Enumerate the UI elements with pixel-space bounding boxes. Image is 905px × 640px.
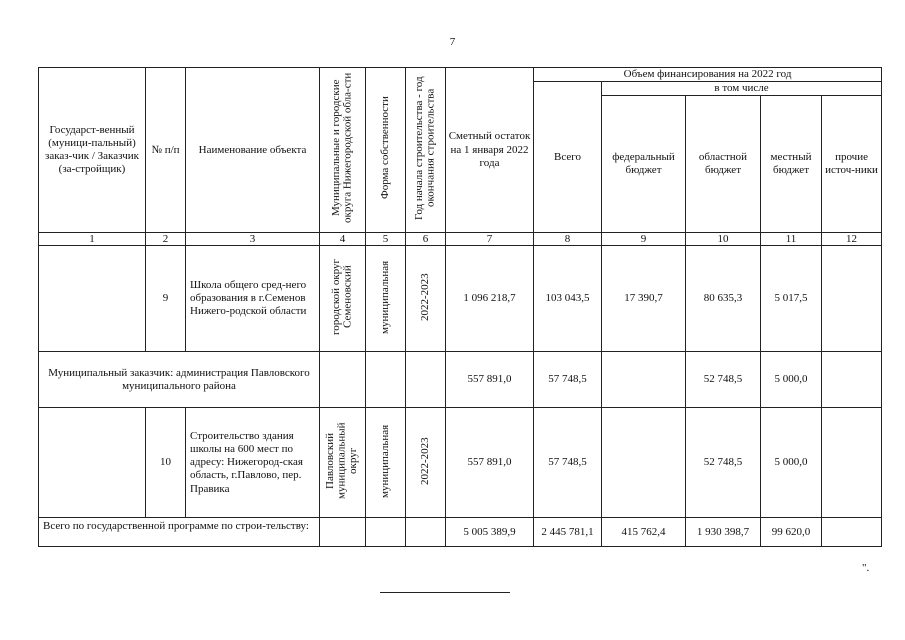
col-number: 8: [534, 233, 602, 246]
header-object-name: Наименование объекта: [186, 68, 320, 233]
total-federal: 415 762,4: [602, 518, 686, 547]
col-number: 9: [602, 233, 686, 246]
header-years: Год начала строительства - год окончания строительства: [412, 76, 437, 220]
row9-ownership-cell: [366, 246, 406, 352]
table-row-10: [39, 408, 882, 518]
row9-num: 9: [146, 246, 186, 352]
col-number: 7: [446, 233, 534, 246]
row9-customer: [39, 246, 146, 352]
header-customer: Государст-венный (муници-пальный) заказ-чик / Заказчик (за-стройщик): [39, 68, 146, 233]
total-total: 2 445 781,1: [534, 518, 602, 547]
row9-district-cell: [320, 246, 366, 352]
row9-remainder: 1 096 218,7: [446, 246, 534, 352]
row9-total: 103 043,5: [534, 246, 602, 352]
row10-name: Строительство здания школы на 600 мест по адресу: Нижегород-ская область, г.Павлово, пер. Правика: [186, 408, 320, 518]
total-other: [822, 518, 882, 547]
col-number: 12: [822, 233, 882, 246]
row10-ownership-cell: [366, 408, 406, 518]
col-number: 2: [146, 233, 186, 246]
row10-other: [822, 408, 882, 518]
row10-years: 2022-2023: [418, 436, 431, 485]
row10-district-cell: [320, 408, 366, 518]
row10-local: 5 000,0: [761, 408, 822, 518]
total-local: 99 620,0: [761, 518, 822, 547]
total-empty: [406, 518, 446, 547]
total-row: [39, 518, 882, 547]
row10-ownership: муниципальная: [378, 424, 391, 498]
total-remainder: 5 005 389,9: [446, 518, 534, 547]
page-number: 7: [449, 36, 456, 48]
row10-regional: 52 748,5: [686, 408, 761, 518]
header-regional: областной бюджет: [686, 96, 761, 233]
row9-district: городской округ Семеновский: [329, 258, 354, 335]
header-total: Всего: [534, 82, 602, 233]
header-local: местный бюджет: [761, 96, 822, 233]
header-district-cell: [320, 68, 366, 233]
col-number: 3: [186, 233, 320, 246]
header-num: № п/п: [146, 68, 186, 233]
row10-remainder: 557 891,0: [446, 408, 534, 518]
group-empty: [406, 352, 446, 408]
group-empty: [366, 352, 406, 408]
row9-local: 5 017,5: [761, 246, 822, 352]
header-federal: федеральный бюджет: [602, 96, 686, 233]
row9-ownership: муниципальная: [378, 260, 391, 334]
row10-federal: [602, 408, 686, 518]
row9-name: Школа общего сред-него образования в г.Семенов Нижего-родской области: [186, 246, 320, 352]
row10-num: 10: [146, 408, 186, 518]
group-row: [39, 352, 882, 408]
header-ownership: Форма собственности: [378, 96, 391, 200]
row9-other: [822, 246, 882, 352]
group-local: 5 000,0: [761, 352, 822, 408]
row9-years: 2022-2023: [418, 272, 431, 321]
col-number: 5: [366, 233, 406, 246]
total-regional: 1 930 398,7: [686, 518, 761, 547]
group-total: 57 748,5: [534, 352, 602, 408]
row9-federal: 17 390,7: [602, 246, 686, 352]
footer-divider: [380, 592, 510, 593]
funding-table: [38, 67, 882, 547]
header-funding: Объем финансирования на 2022 год: [534, 68, 882, 82]
closing-mark: ".: [862, 562, 870, 574]
row10-years-cell: [406, 408, 446, 518]
group-regional: 52 748,5: [686, 352, 761, 408]
group-remainder: 557 891,0: [446, 352, 534, 408]
col-number: 4: [320, 233, 366, 246]
total-empty: [320, 518, 366, 547]
group-federal: [602, 352, 686, 408]
group-empty: [320, 352, 366, 408]
table-row-9: [39, 246, 882, 352]
header-years-cell: [406, 68, 446, 233]
row9-regional: 80 635,3: [686, 246, 761, 352]
row10-district: Павловский муниципальный округ: [324, 422, 360, 500]
col-number: 11: [761, 233, 822, 246]
header-remainder: Сметный остаток на 1 января 2022 года: [446, 68, 534, 233]
header-other: прочие источ-ники: [822, 96, 882, 233]
col-number: 10: [686, 233, 761, 246]
header-including: в том числе: [602, 82, 882, 96]
header-ownership-cell: [366, 68, 406, 233]
total-label: Всего по государственной программе по строи-тельству:: [39, 518, 320, 547]
row10-customer: [39, 408, 146, 518]
header-district: Муниципальные и городские округа Нижегородской обла-сти: [329, 72, 354, 224]
group-other: [822, 352, 882, 408]
row9-years-cell: [406, 246, 446, 352]
col-number: 6: [406, 233, 446, 246]
row10-total: 57 748,5: [534, 408, 602, 518]
column-numbers-row: [39, 233, 882, 246]
total-empty: [366, 518, 406, 547]
col-number: 1: [39, 233, 146, 246]
group-label: Муниципальный заказчик: администрация Павловского муниципального района: [39, 352, 320, 408]
